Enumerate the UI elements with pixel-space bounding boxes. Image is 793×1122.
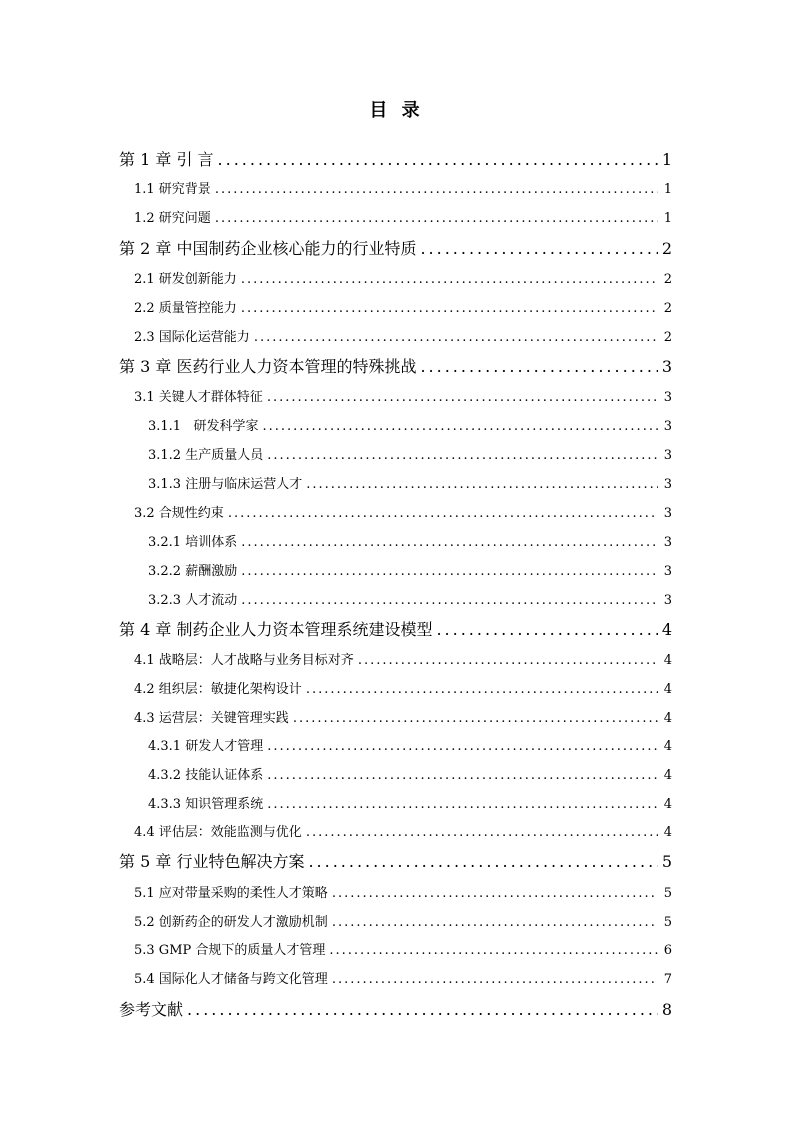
- toc-entry-section-3-1-1[interactable]: [148, 415, 672, 434]
- toc-page-number: 7: [663, 972, 672, 987]
- toc-page-number: 4: [663, 682, 672, 697]
- toc-entry-chapter-4[interactable]: [119, 617, 672, 640]
- toc-page-number: 3: [663, 593, 672, 608]
- toc-page-number: 4: [663, 653, 672, 668]
- toc-entry-label: 4.3.2 技能认证体系: [148, 768, 264, 783]
- toc-entry-label: 3.2.1 培训体系: [148, 535, 238, 550]
- toc-dot-leader: [267, 448, 658, 463]
- toc-entry-section-3-2[interactable]: [134, 502, 672, 521]
- toc-page-number: 3: [663, 419, 672, 434]
- toc-entry-label: 3.1.2 生产质量人员: [148, 448, 264, 463]
- toc-entry-section-3-1-2[interactable]: [148, 444, 672, 463]
- toc-dot-leader: [241, 272, 658, 287]
- toc-entry-label: 4.3.3 知识管理系统: [148, 797, 264, 812]
- toc-dot-leader: [332, 886, 658, 901]
- toc-entry-section-1-2[interactable]: [134, 207, 672, 226]
- toc-entry-section-4-3-3[interactable]: [148, 793, 672, 812]
- toc-page-number: 2: [663, 330, 672, 345]
- toc-entry-chapter-3[interactable]: [119, 354, 672, 377]
- toc-page-number: 8: [661, 1000, 672, 1019]
- toc-dot-leader: [436, 620, 657, 639]
- toc-entry-section-3-2-2[interactable]: [148, 560, 672, 579]
- toc-dot-leader: [241, 535, 658, 550]
- toc-dot-leader: [308, 852, 657, 871]
- toc-entry-section-4-3[interactable]: [134, 707, 672, 726]
- toc-page-number: 3: [663, 506, 672, 521]
- toc-entry-label: 第 5 章 行业特色解决方案: [119, 852, 305, 871]
- toc-dot-leader: [254, 330, 658, 345]
- toc-page-number: 3: [663, 448, 672, 463]
- toc-entry-section-3-1[interactable]: [134, 386, 672, 405]
- toc-entry-label: 5.1 应对带量采购的柔性人才策略: [134, 886, 328, 901]
- toc-entry-section-4-3-2[interactable]: [148, 764, 672, 783]
- toc-entry-references[interactable]: [119, 997, 672, 1020]
- toc-entry-label: 3.1.1 研发科学家: [148, 419, 259, 434]
- toc-entry-section-5-4[interactable]: [134, 968, 672, 987]
- toc-dot-leader: [187, 1000, 658, 1019]
- toc-entry-section-4-4[interactable]: [134, 821, 672, 840]
- toc-dot-leader: [329, 943, 658, 958]
- toc-entry-section-5-1[interactable]: [134, 882, 672, 901]
- toc-entry-label: 2.1 研发创新能力: [134, 272, 237, 287]
- toc-entry-label: 5.4 国际化人才储备与跨文化管理: [134, 972, 328, 987]
- toc-dot-leader: [241, 301, 658, 316]
- toc-entry-label: 第 1 章 引 言: [119, 150, 214, 169]
- toc-page-number: 2: [663, 272, 672, 287]
- toc-page-number: 4: [663, 739, 672, 754]
- toc-entry-section-5-3[interactable]: [134, 939, 672, 958]
- toc-entry-label: 第 4 章 制药企业人力资本管理系统建设模型: [119, 620, 433, 639]
- toc-page-number: 3: [663, 564, 672, 579]
- toc-dot-leader: [218, 150, 658, 169]
- toc-entry-section-5-2[interactable]: [134, 911, 672, 930]
- toc-dot-leader: [332, 915, 658, 930]
- toc-page-number: 5: [661, 852, 672, 871]
- toc-entry-section-2-3[interactable]: [134, 326, 672, 345]
- toc-page-number: 4: [661, 620, 672, 639]
- toc-page-number: 3: [663, 535, 672, 550]
- toc-entry-label: 4.3.1 研发人才管理: [148, 739, 264, 754]
- toc-page-number: 1: [663, 182, 672, 197]
- toc-entry-section-1-1[interactable]: [134, 178, 672, 197]
- toc-dot-leader: [215, 182, 658, 197]
- toc-dot-leader: [241, 564, 658, 579]
- toc-entry-section-4-2[interactable]: [134, 678, 672, 697]
- toc-entry-label: 5.2 创新药企的研发人才激励机制: [134, 915, 328, 930]
- toc-page-number: 1: [661, 150, 672, 169]
- toc-dot-leader: [228, 506, 658, 521]
- toc-dot-leader: [358, 653, 658, 668]
- toc-entry-chapter-5[interactable]: [119, 849, 672, 872]
- toc-entry-label: 2.3 国际化运营能力: [134, 330, 250, 345]
- toc-entry-section-2-2[interactable]: [134, 297, 672, 316]
- toc-entry-label: 3.2 合规性约束: [134, 506, 224, 521]
- toc-page-number: 4: [663, 768, 672, 783]
- toc-entry-chapter-1[interactable]: [119, 147, 672, 170]
- toc-page-number: 3: [663, 477, 672, 492]
- toc-dot-leader: [215, 211, 658, 226]
- toc-entry-label: 3.2.3 人才流动: [148, 593, 238, 608]
- toc-dot-leader: [267, 797, 658, 812]
- toc-page-number: 4: [663, 825, 672, 840]
- toc-dot-leader: [306, 825, 658, 840]
- toc-entry-label: 4.2 组织层：敏捷化架构设计: [134, 682, 302, 697]
- toc-dot-leader: [262, 419, 658, 434]
- toc-entry-section-3-2-1[interactable]: [148, 531, 672, 550]
- toc-entry-section-2-1[interactable]: [134, 268, 672, 287]
- toc-dot-leader: [267, 739, 658, 754]
- toc-page-number: 1: [663, 211, 672, 226]
- toc-page-number: 3: [663, 390, 672, 405]
- toc-page-number: 2: [661, 239, 672, 258]
- toc-entry-chapter-2[interactable]: [119, 236, 672, 259]
- toc-dot-leader: [420, 357, 657, 376]
- toc-dot-leader: [267, 768, 658, 783]
- toc-page-number: 2: [663, 301, 672, 316]
- toc-entry-label: 1.1 研究背景: [134, 182, 211, 197]
- toc-entry-section-3-1-3[interactable]: [148, 473, 672, 492]
- toc-entry-label: 第 3 章 医药行业人力资本管理的特殊挑战: [119, 357, 417, 376]
- toc-entry-label: 第 2 章 中国制药企业核心能力的行业特质: [119, 239, 417, 258]
- toc-entry-section-4-1[interactable]: [134, 649, 672, 668]
- toc-dot-leader: [420, 239, 657, 258]
- toc-dot-leader: [306, 682, 658, 697]
- toc-entry-label: 4.3 运营层：关键管理实践: [134, 711, 289, 726]
- toc-entry-label: 1.2 研究问题: [134, 211, 211, 226]
- toc-page-number: 5: [663, 886, 672, 901]
- toc-entry-label: 参考文献: [119, 1000, 184, 1019]
- toc-entry-label: 5.3 GMP 合规下的质量人才管理: [134, 943, 326, 958]
- toc-dot-leader: [332, 972, 658, 987]
- toc-entry-label: 3.2.2 薪酬激励: [148, 564, 238, 579]
- toc-entry-label: 2.2 质量管控能力: [134, 301, 237, 316]
- toc-dot-leader: [293, 711, 658, 726]
- toc-page-number: 6: [663, 943, 672, 958]
- toc-dot-leader: [241, 593, 658, 608]
- toc-entry-label: 3.1.3 注册与临床运营人才: [148, 477, 303, 492]
- toc-page-number: 4: [663, 711, 672, 726]
- toc-title: 目 录: [369, 100, 424, 121]
- toc-entry-label: 4.4 评估层：效能监测与优化: [134, 825, 302, 840]
- toc-page-number: 4: [663, 797, 672, 812]
- toc-page-number: 3: [661, 357, 672, 376]
- toc-page-number: 5: [663, 915, 672, 930]
- toc-entry-label: 3.1 关键人才群体特征: [134, 390, 263, 405]
- toc-entry-section-3-2-3[interactable]: [148, 589, 672, 608]
- toc-dot-leader: [306, 477, 658, 492]
- toc-entry-section-4-3-1[interactable]: [148, 735, 672, 754]
- toc-entry-label: 4.1 战略层：人才战略与业务目标对齐: [134, 653, 354, 668]
- toc-dot-leader: [267, 390, 658, 405]
